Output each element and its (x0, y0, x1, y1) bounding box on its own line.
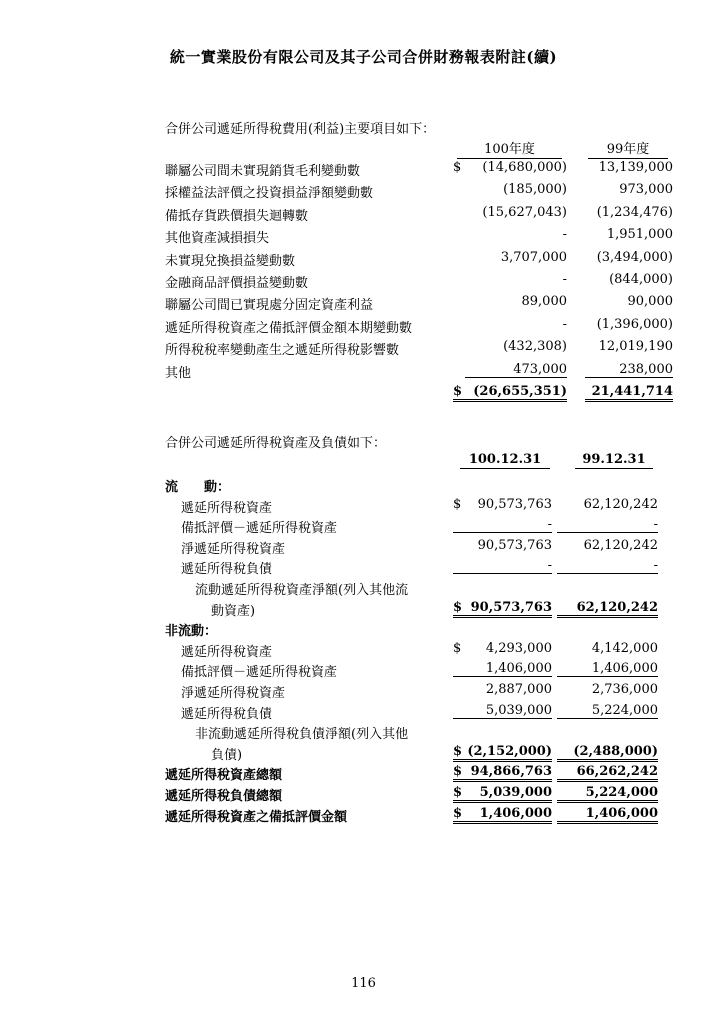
row-label: 淨遞延所得稅資產 (181, 686, 286, 701)
row-label: 其他資產減損損失 (165, 231, 270, 247)
value-col1: - (453, 517, 552, 533)
row-label: 流 動： (165, 480, 231, 495)
table-row (165, 205, 685, 225)
value-col2: 2,736,000 (591, 682, 658, 697)
row-label: 遞延所得稅資產 (181, 644, 273, 660)
table-row (165, 538, 685, 558)
table-row (165, 497, 685, 517)
row-label: 聯屬公司間未實現銷貨毛利變動數 (165, 164, 361, 179)
table-row (165, 723, 685, 743)
value-col1: (26,655,351) (465, 384, 567, 402)
currency-symbol: $ (453, 600, 552, 618)
value-col2: (844,000) (609, 272, 673, 287)
value-col1: 3,707,000 (500, 249, 567, 265)
value-col2: 5,224,000 (557, 703, 658, 719)
row-label: 所得稅稅率變動產生之遞延所得稅影響數 (165, 343, 400, 359)
currency-symbol: $ (453, 384, 567, 402)
row-label: 遞延所得稅負債 (181, 562, 273, 578)
currency-symbol: $ (453, 806, 552, 824)
table-row (165, 182, 685, 202)
value-col1: (15,627,043) (482, 204, 567, 220)
table-row (165, 476, 685, 496)
currency-symbol: $ (453, 744, 552, 762)
row-label: 未實現兌換損益變動數 (165, 253, 296, 269)
value-col1: 94,866,763 (453, 764, 552, 782)
value-col2: 90,000 (627, 294, 673, 310)
row-label: 非流動遞延所得稅負債淨額(列入其他 (195, 727, 409, 743)
table-row (165, 806, 685, 826)
currency-symbol: $ (453, 160, 462, 175)
table-row (165, 744, 685, 764)
value-col2: 1,406,000 (557, 661, 658, 677)
value-col1: (2,152,000) (453, 744, 552, 762)
value-col1: (14,680,000) (482, 160, 567, 175)
value-col1: 5,039,000 (453, 703, 552, 719)
value-col1: - (453, 558, 552, 574)
value-col1: (432,308) (503, 339, 567, 355)
row-label: 其他 (165, 365, 192, 381)
table-row (165, 620, 685, 640)
row-label: 流動遞延所得稅資產淨額(列入其他流 (195, 583, 409, 598)
value-col2: 12,019,190 (598, 339, 673, 355)
currency-symbol: $ (453, 496, 462, 512)
section2-col2-header: 99.12.31 (575, 452, 653, 469)
value-col2: 21,441,714 (585, 384, 673, 402)
value-col1: 89,000 (521, 294, 567, 310)
value-col1: (185,000) (503, 182, 567, 198)
value-col2: 5,224,000 (557, 785, 658, 803)
value-col2: 66,262,242 (557, 764, 658, 782)
value-col1: - (562, 272, 567, 287)
table-row (165, 641, 685, 661)
value-col1: 2,887,000 (485, 682, 552, 697)
value-col2: 13,139,000 (598, 160, 673, 175)
value-col1: 1,406,000 (453, 806, 552, 824)
table-row (165, 558, 685, 578)
table-row (165, 362, 685, 382)
table-row (165, 384, 685, 404)
value-col2: (3,494,000) (596, 249, 673, 265)
value-col1: 5,039,000 (453, 785, 552, 803)
table-row (165, 272, 685, 292)
table-row (165, 294, 685, 314)
section1-col1-header: 100年度 (457, 138, 562, 159)
table-row (165, 764, 685, 784)
currency-symbol: $ (453, 785, 552, 803)
section1-col2-header: 99年度 (588, 138, 668, 159)
row-label: 金融商品評價損益變動數 (165, 276, 309, 291)
value-col1: 1,406,000 (453, 661, 552, 677)
value-col2: (1,396,000) (596, 316, 673, 332)
value-col2: - (557, 558, 658, 574)
value-col2: (1,234,476) (596, 204, 673, 220)
row-label: 遞延所得稅負債 (181, 706, 273, 722)
value-col1: 4,293,000 (485, 640, 552, 656)
value-col2: (2,488,000) (557, 744, 658, 762)
table-row (165, 227, 685, 247)
row-label: 遞延所得稅資產之備抵評價金額本期變動數 (165, 320, 413, 336)
table-row (165, 600, 685, 620)
currency-symbol: $ (453, 764, 552, 782)
table-row (165, 703, 685, 723)
value-col1: - (562, 227, 567, 243)
value-col1: 90,573,763 (477, 537, 552, 553)
table-row (165, 785, 685, 805)
value-col2: 973,000 (619, 182, 673, 198)
table-row (165, 339, 685, 359)
table-row (165, 317, 685, 337)
section1-intro: 合併公司遞延所得稅費用(利益)主要項目如下： (165, 122, 436, 137)
value-col2: 4,142,000 (591, 640, 658, 656)
value-col2: 62,120,242 (557, 600, 658, 618)
value-col1: - (562, 316, 567, 332)
value-col2: 62,120,242 (583, 537, 658, 553)
value-col2: - (557, 517, 658, 533)
row-label: 非流動： (165, 624, 218, 640)
value-col2: 62,120,242 (583, 496, 658, 512)
value-col1: 90,573,763 (477, 496, 552, 512)
row-label: 淨遞延所得稅資產 (181, 541, 286, 557)
table-row (165, 250, 685, 270)
page-number: 116 (351, 976, 376, 991)
row-label: 備抵評價－遞延所得稅資產 (181, 665, 338, 681)
row-label: 備抵存貨跌價損失迴轉數 (165, 208, 309, 224)
value-col2: 1,951,000 (606, 227, 673, 243)
table-row (165, 661, 685, 681)
row-label: 遞延所得稅資產 (181, 500, 273, 516)
value-col1: 473,000 (465, 362, 567, 378)
row-label: 採權益法評價之投資損益淨額變動數 (165, 186, 374, 202)
currency-symbol: $ (453, 640, 462, 656)
row-label: 動資產) (211, 603, 256, 619)
value-col1: 90,573,763 (453, 600, 552, 618)
value-col2: 238,000 (585, 362, 673, 378)
row-label: 聯屬公司間已實現處分固定資產利益 (165, 298, 374, 314)
table-row (165, 579, 685, 599)
section2-col1-header: 100.12.31 (460, 452, 550, 469)
row-label: 遞延所得稅資產之備抵評價金額 (165, 809, 348, 825)
page-title: 統一實業股份有限公司及其子公司合併財務報表附註(續) (169, 48, 558, 66)
section2-intro: 合併公司遞延所得稅資產及負債如下： (165, 436, 387, 451)
row-label: 備抵評價－遞延所得稅資產 (181, 521, 338, 537)
value-col2: 1,406,000 (557, 806, 658, 824)
row-label: 負債) (211, 747, 243, 763)
table-row (165, 682, 685, 702)
row-label: 遞延所得稅負債總額 (165, 789, 283, 804)
row-label: 遞延所得稅資產總額 (165, 768, 283, 784)
table-row (165, 517, 685, 537)
table-row (165, 160, 685, 180)
